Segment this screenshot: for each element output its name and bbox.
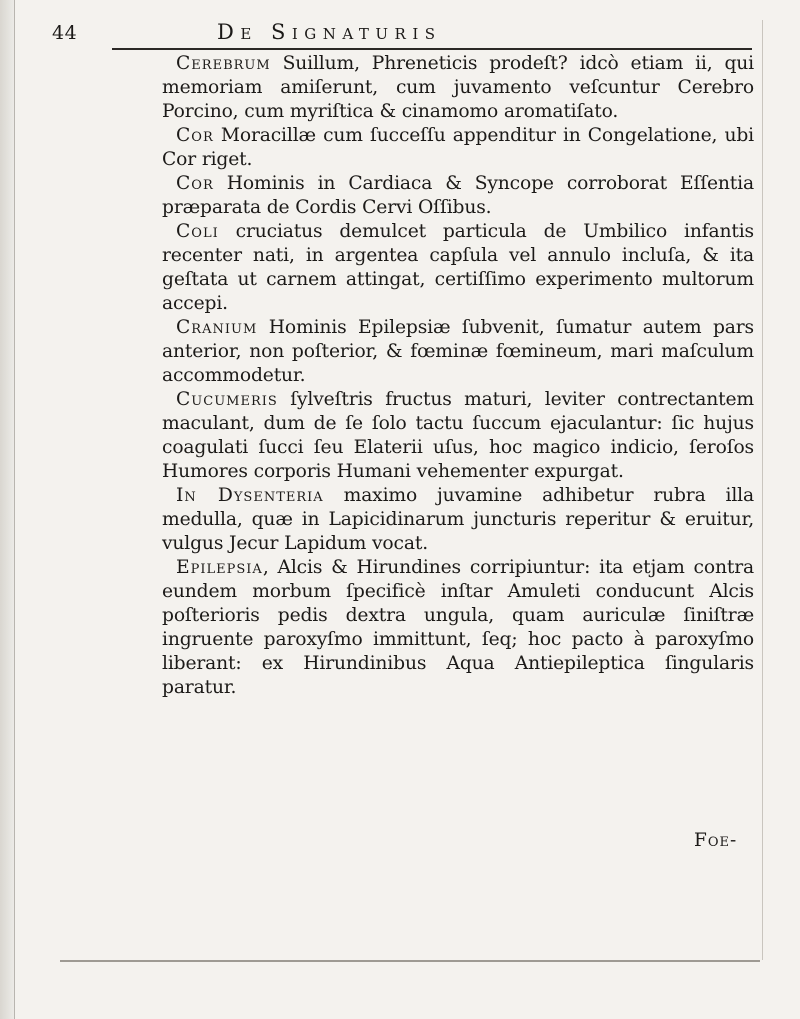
paragraph — [162, 124, 754, 172]
paragraph-lead: Cor — [176, 173, 214, 194]
paragraph-text: maximo juvamine adhibetur rubra illa medulla, quæ in Lapicidinarum juncturis reperitur & eruitur, vulgus Jecur Lapidum vocat. — [162, 485, 754, 554]
page-gutter — [0, 0, 14, 1019]
catchword: Foe- — [694, 830, 738, 851]
gutter-line — [14, 0, 15, 1019]
paragraph-text: cruciatus demulcet particula de Umbilico infantis recenter nati, in argentea capſula vel annulo incluſa, & ita geſtata ut carnem attingat, certiſſimo experimento multorum accepi. — [162, 221, 754, 314]
paragraph-lead: Epilepsia — [176, 557, 263, 578]
page-number: 44 — [52, 22, 78, 44]
running-head: De Signaturis — [217, 20, 442, 44]
paragraph-text: Suillum, Phreneticis prodeſt? idcò etiam ii, qui memoriam amiſerunt, cum juvamento veſcuntur Cerebro Porcino, cum myriſtica & cinamomo aromatiſato. — [162, 53, 754, 122]
main-text — [162, 52, 754, 700]
paragraph — [162, 220, 754, 316]
paragraph — [162, 556, 754, 700]
paragraph-lead: Cerebrum — [176, 53, 271, 74]
paragraph-text: Moracillæ cum ſucceſſu appenditur in Congelatione, ubi Cor riget. — [162, 125, 754, 170]
paragraph-lead: Coli — [176, 221, 219, 242]
page-header — [52, 20, 752, 50]
paragraph-text: ſylveſtris fructus maturi, leviter contrectantem maculant, dum de ſe ſolo tactu ſuccum ejaculantur: ſic hujus coagulati ſucci ſeu Elaterii uſus, hoc magico indicio, ſeroſos Humores corporis Humani vehementer expurgat. — [162, 389, 754, 482]
right-margin-line — [762, 20, 763, 960]
paragraph-lead: Cor — [176, 125, 214, 146]
paragraph — [162, 52, 754, 124]
header-rule — [112, 48, 752, 50]
bottom-rule — [60, 960, 760, 962]
paragraph-text: Hominis in Cardiaca & Syncope corroborat Eſſentia præparata de Cordis Cervi Oſſibus. — [162, 173, 754, 218]
paragraph-lead: Cranium — [176, 317, 258, 338]
paragraph-text: Hominis Epilepsiæ ſubvenit, ſumatur autem pars anterior, non poſterior, & fœminæ fœmineum, mari maſculum accommodetur. — [162, 317, 754, 386]
paragraph — [162, 172, 754, 220]
paragraph-text: , Alcis & Hirundines corripiuntur: ita etjam contra eundem morbum ſpecificè inſtar Amuleti conducunt Alcis poſterioris pedis dextra ungula, quam auriculæ ſiniſtræ ingruente paroxyſmo immittunt, ſeq; hoc pacto à paroxyſmo liberant: ex Hirundinibus Aqua Antiepileptica ſingularis paratur. — [162, 557, 754, 698]
paragraph — [162, 484, 754, 556]
paragraph-lead: Cucumeris — [176, 389, 278, 410]
paragraph — [162, 316, 754, 388]
paragraph-lead: In Dysenteria — [176, 485, 324, 506]
paragraph — [162, 388, 754, 484]
